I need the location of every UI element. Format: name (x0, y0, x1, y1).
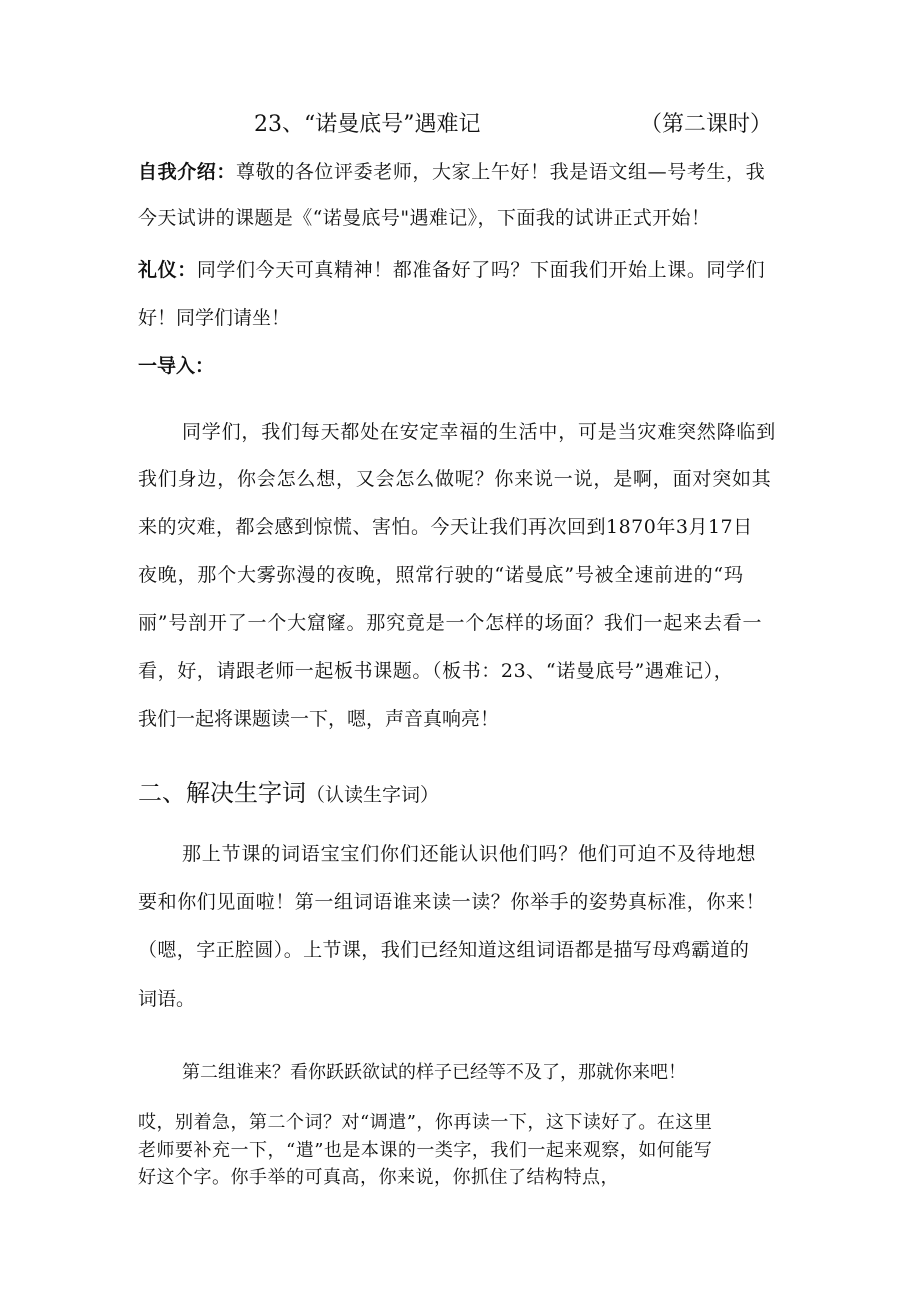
vocab-para1-line-3: （嗯，字正腔圆）。上节课，我们已经知道这组词语都是描写母鸡霸道的 (138, 939, 750, 961)
section-intro-line-1: 同学们，我们每天都处在安定幸福的生活中，可是当灾难突然降临到 (182, 421, 777, 443)
title-main: 23、“诺曼底号”遇难记 (254, 112, 481, 137)
section-vocab-subtitle: （认读生字词） (306, 784, 440, 806)
vocab-para2: 第二组谁来？看你跃跃欲试的样子已经等不及了，那就你来吧！ (182, 1062, 686, 1083)
vocab-para3-line-2: 老师要补充一下，“遣”也是本课的一类字，我们一起来观察，如何能写 (138, 1140, 713, 1161)
vocab-para1-line-2: 要和你们见面啦！第一组词语谁来读一读？你举手的姿势真标准，你来！ (138, 891, 766, 913)
section-intro-line-3: 来的灾难，都会感到惊慌、害怕。今天让我们再次回到1870年3月17日 (138, 516, 753, 538)
vocab-para3-line-1: 哎，别着急，第二个词？对“调遣”，你再读一下，这下读好了。在这里 (138, 1112, 713, 1133)
title-session: （第二课时） (640, 112, 773, 137)
section-intro-heading: 一导入： (138, 355, 215, 377)
etiquette-text-2: 好！同学们请坐！ (138, 307, 291, 329)
section-intro-line-7: 我们一起将课题读一下，嗯，声音真响亮！ (138, 708, 500, 730)
section-intro-line-5: 丽”号剖开了一个大窟窿。那究竟是一个怎样的场面？我们一起来去看一 (138, 612, 763, 634)
vocab-para1-line-4: 词语。 (138, 988, 196, 1010)
lesson-title (254, 111, 481, 139)
intro-line-2 (138, 206, 710, 230)
intro-line-1 (138, 160, 765, 184)
vocab-para1-line-1: 那上节课的词语宝宝们你们还能认识他们吗？他们可迫不及待地想 (182, 843, 757, 865)
etiquette-text-1: 同学们今天可真精神！都准备好了吗？下面我们开始上课。同学们 (196, 259, 766, 281)
section-intro-line-4: 夜晚，那个大雾弥漫的夜晚，照常行驶的“诺曼底”号被全速前进的“玛 (138, 564, 744, 586)
section-intro-line-6: 看，好，请跟老师一起板书课题。（板书：23、“诺曼底号”遇难记）， (138, 660, 734, 682)
section-vocab-title: 二、解决生字词 (138, 779, 306, 807)
section-vocab-heading (138, 778, 439, 810)
etiquette-line-2 (138, 306, 290, 330)
vocab-para3-line-3: 好这个字。你手举的可真高，你来说，你抓住了结构特点， (138, 1167, 619, 1188)
lesson-session (640, 111, 772, 139)
etiquette-line-1 (138, 258, 765, 282)
etiquette-label: 礼仪： (138, 259, 197, 281)
intro-label: 自我介绍： (138, 161, 237, 183)
intro-text-1: 尊敬的各位评委老师，大家上午好！我是语文组—号考生，我 (236, 161, 766, 183)
intro-text-2: 今天试讲的课题是《“诺曼底号"遇难记》，下面我的试讲正式开始！ (138, 207, 711, 229)
section-intro-line-2: 我们身边，你会怎么想，又会怎么做呢？你来说一说，是啊，面对突如其 (138, 468, 772, 490)
